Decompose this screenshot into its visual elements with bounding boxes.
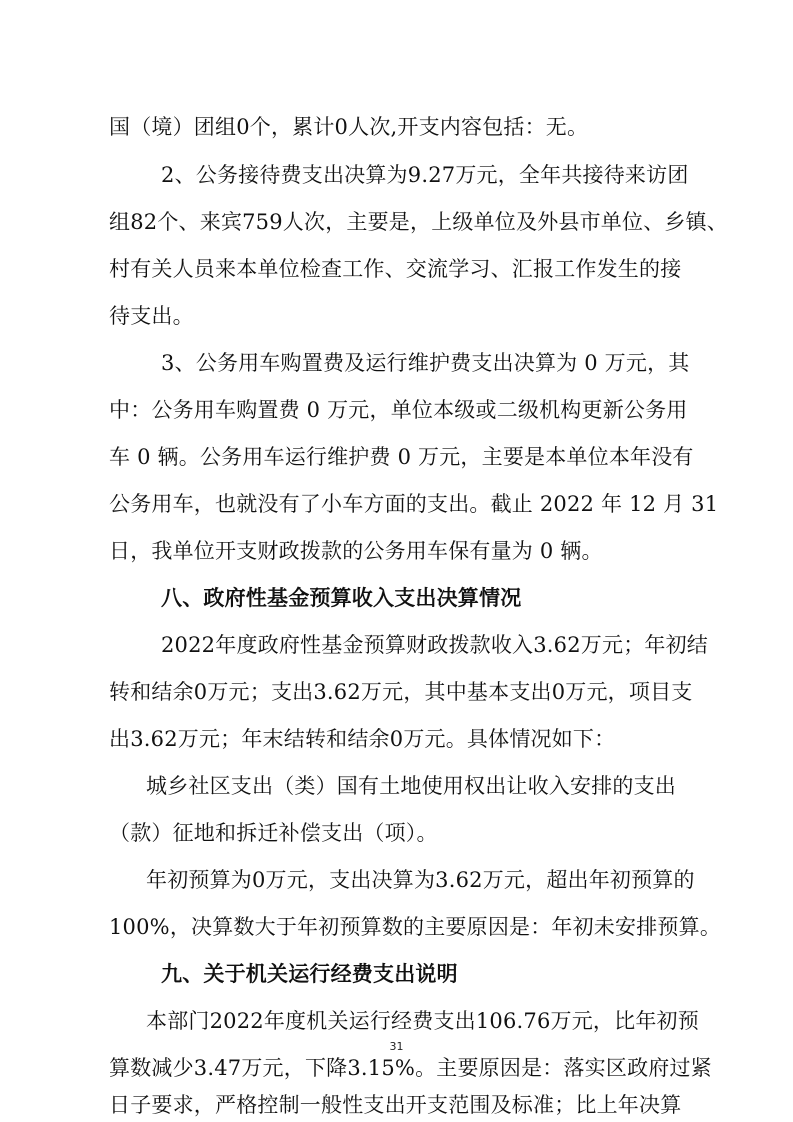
body-text-line: 2022年度政府性基金预算财政拨款收入3.62万元；年初结 — [161, 633, 708, 657]
body-text-line: 100%，决算数大于年初预算数的主要原因是：年初未安排预算。 — [109, 915, 722, 939]
body-text-line: 组82个、来宾759人次，主要是，上级单位及外县市单位、乡镇、 — [109, 210, 729, 234]
body-text-line: （款）征地和拆迁补偿支出（项）。 — [109, 821, 438, 845]
body-text-line: 国（境）团组0个，累计0人次,开支内容包括：无。 — [109, 115, 589, 139]
body-text-line: 城乡社区支出（类）国有土地使用权出让收入安排的支出 — [146, 774, 676, 798]
body-text-line: 算数减少3.47万元，下降3.15%。主要原因是：落实区政府过紧 — [109, 1056, 712, 1080]
body-text-line: 本部门2022年度机关运行经费支出106.76万元，比年初预 — [146, 1009, 699, 1033]
body-text-line: 村有关人员来本单位检查工作、交流学习、汇报工作发生的接 — [109, 257, 682, 281]
page-number: 31 — [389, 1040, 404, 1053]
body-text-line: 出3.62万元；年末结转和结余0万元。具体情况如下： — [109, 727, 616, 751]
body-text-line: 公务用车，也就没有了小车方面的支出。截止 2022 年 12 月 31 — [109, 492, 719, 516]
body-text-line: 转和结余0万元；支出3.62万元，其中基本支出0万元，项目支 — [109, 680, 693, 704]
body-text-line: 2、公务接待费支出决算为9.27万元，全年共接待来访团 — [161, 163, 689, 187]
body-text-line: 车 0 辆。公务用车运行维护费 0 万元，主要是本单位本年没有 — [109, 445, 694, 469]
body-text-line: 日子要求，严格控制一般性支出开支范围及标准；比上年决算 — [109, 1093, 682, 1117]
body-text-line: 中：公务用车购置费 0 万元，单位本级或二级机构更新公务用 — [109, 398, 688, 422]
section-heading: 八、政府性基金预算收入支出决算情况 — [161, 586, 522, 610]
body-text-line: 日，我单位开支财政拨款的公务用车保有量为 0 辆。 — [109, 539, 603, 563]
section-heading: 九、关于机关运行经费支出说明 — [161, 962, 458, 986]
body-text-line: 年初预算为0万元，支出决算为3.62万元，超出年初预算的 — [146, 868, 695, 892]
body-text-line: 3、公务用车购置费及运行维护费支出决算为 0 万元，其 — [161, 351, 690, 375]
body-text-line: 待支出。 — [109, 304, 194, 328]
